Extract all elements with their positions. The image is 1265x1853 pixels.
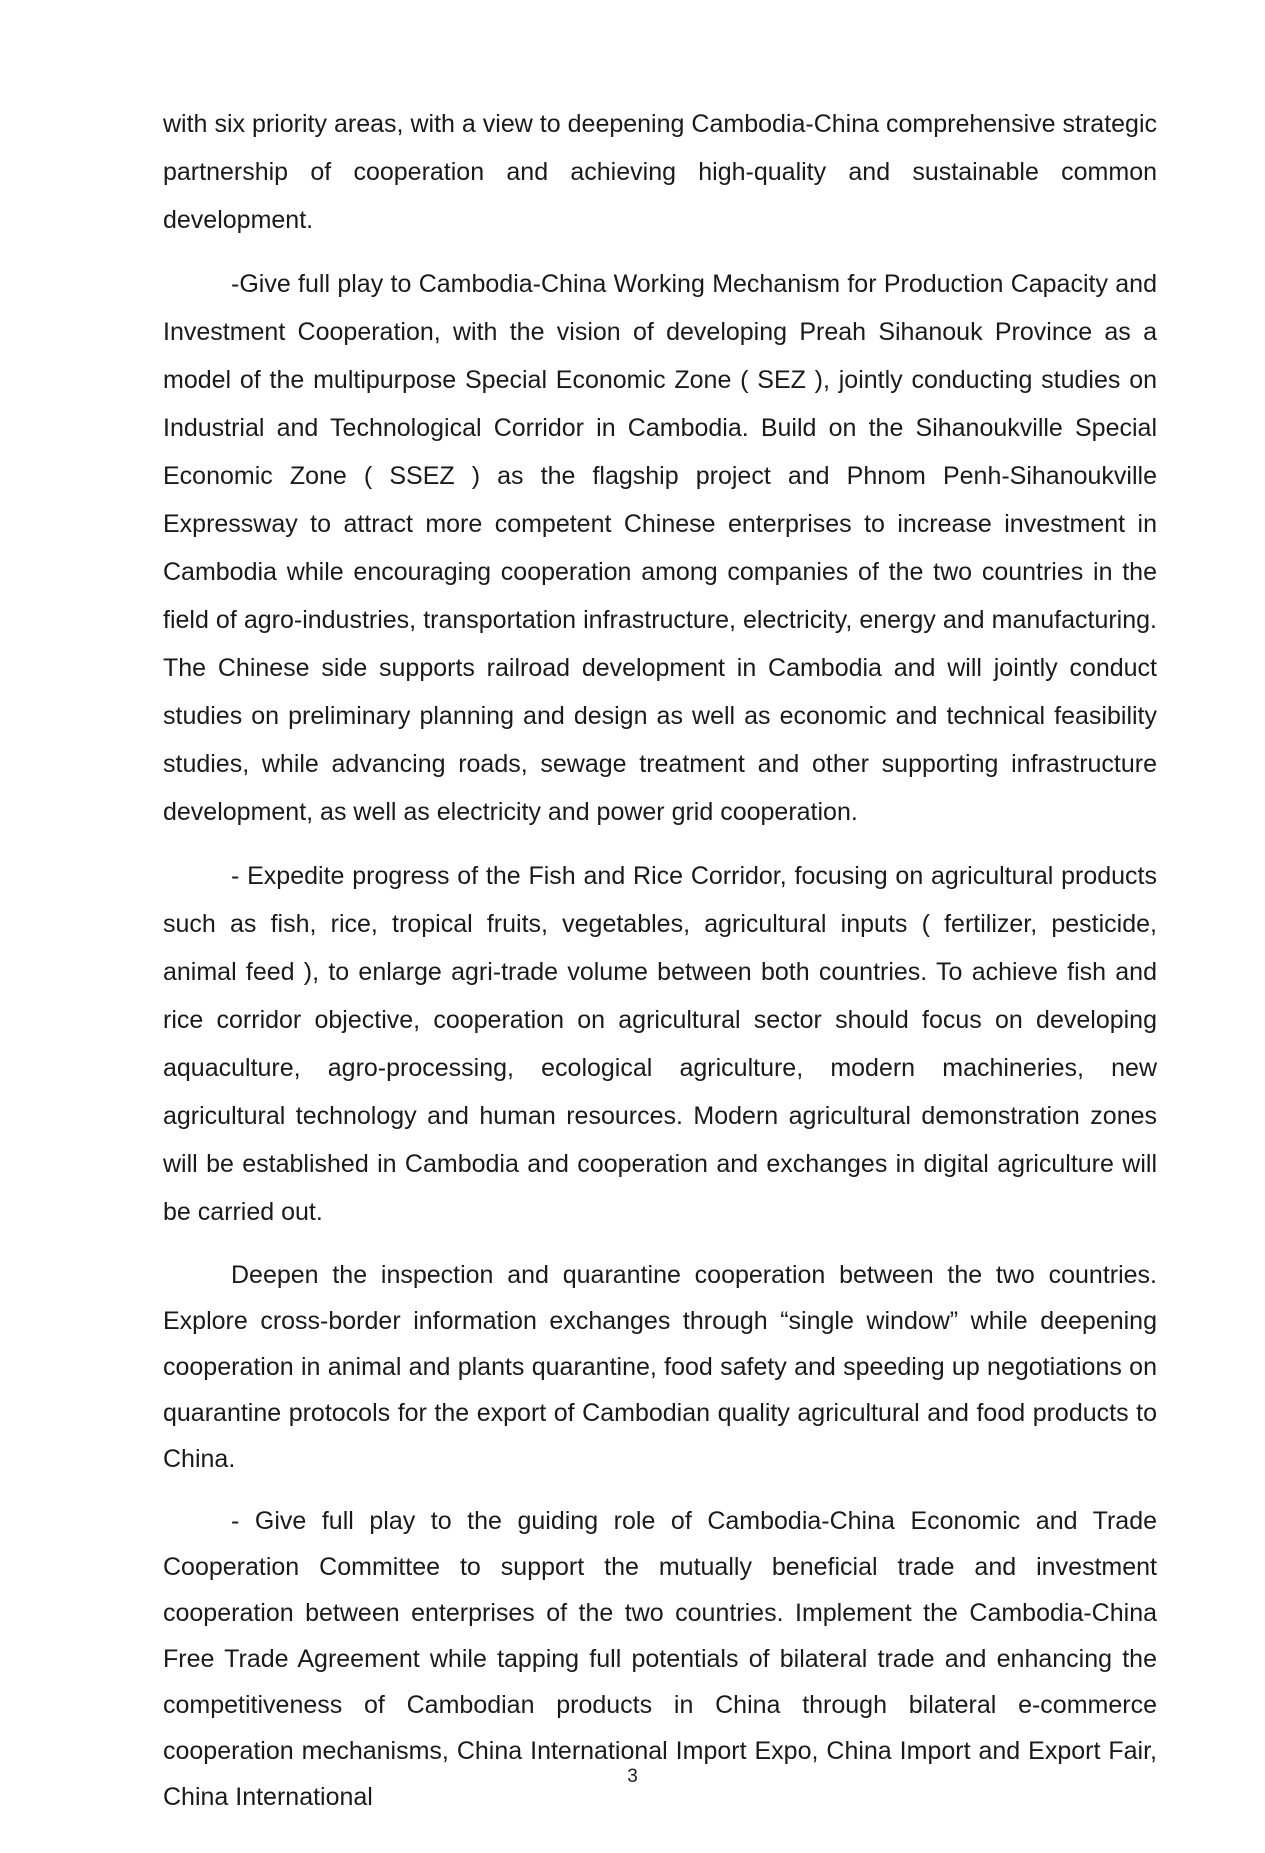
document-body (163, 100, 1157, 1820)
paragraph-fish-rice-corridor: - Expedite progress of the Fish and Rice Corridor, focusing on agricultural products such as fish, rice, tropical fruits, vegetables, agricultural inputs ( fertilizer, pesticide, animal feed ), to enlarge agri-trade volume between both countries. To achieve fish and rice corridor objective, cooperation on agricultural sector should focus on developing aquaculture, agro-processing, ecological agriculture, modern machineries, new agricultural technology and human resources. Modern agricultural demonstration zones will be established in Cambodia and cooperation and exchanges in digital agriculture will be carried out. (163, 862, 1157, 1226)
paragraph-trade-cooperation: - Give full play to the guiding role of Cambodia-China Economic and Trade Cooperation Committee to support the mutually beneficial trade and investment cooperation between enterprises of the two countries. Implement the Cambodia-China Free Trade Agreement while tapping full potentials of bilateral trade and enhancing the competitiveness of Cambodian products in China through bilateral e-commerce cooperation mechanisms, China International Import Expo, China Import and Export Fair, China International (163, 1507, 1157, 1811)
paragraph-production-capacity: -Give full play to Cambodia-China Working Mechanism for Production Capacity and Investment Cooperation, with the vision of developing Preah Sihanouk Province as a model of the multipurpose Special Economic Zone ( SEZ ), jointly conducting studies on Industrial and Technological Corridor in Cambodia. Build on the Sihanoukville Special Economic Zone ( SSEZ ) as the flagship project and Phnom Penh-Sihanoukville Expressway to attract more competent Chinese enterprises to increase investment in Cambodia while encouraging cooperation among companies of the two countries in the field of agro-industries, transportation infrastructure, electricity, energy and manufacturing. The Chinese side supports railroad development in Cambodia and will jointly conduct studies on preliminary planning and design as well as economic and technical feasibility studies, while advancing roads, sewage treatment and other supporting infrastructure development, as well as electricity and power grid cooperation. (163, 270, 1157, 826)
page-number: 3 (627, 1766, 638, 1787)
paragraph-quarantine-cooperation: Deepen the inspection and quarantine cooperation between the two countries. Explore cross-border information exchanges through “single window” while deepening cooperation in animal and plants quarantine, food safety and speeding up negotiations on quarantine protocols for the export of Cambodian quality agricultural and food products to China. (163, 1261, 1157, 1473)
paragraph-continuation: with six priority areas, with a view to deepening Cambodia-China comprehensive strategic partnership of cooperation and achieving high-quality and sustainable common development. (163, 110, 1157, 234)
